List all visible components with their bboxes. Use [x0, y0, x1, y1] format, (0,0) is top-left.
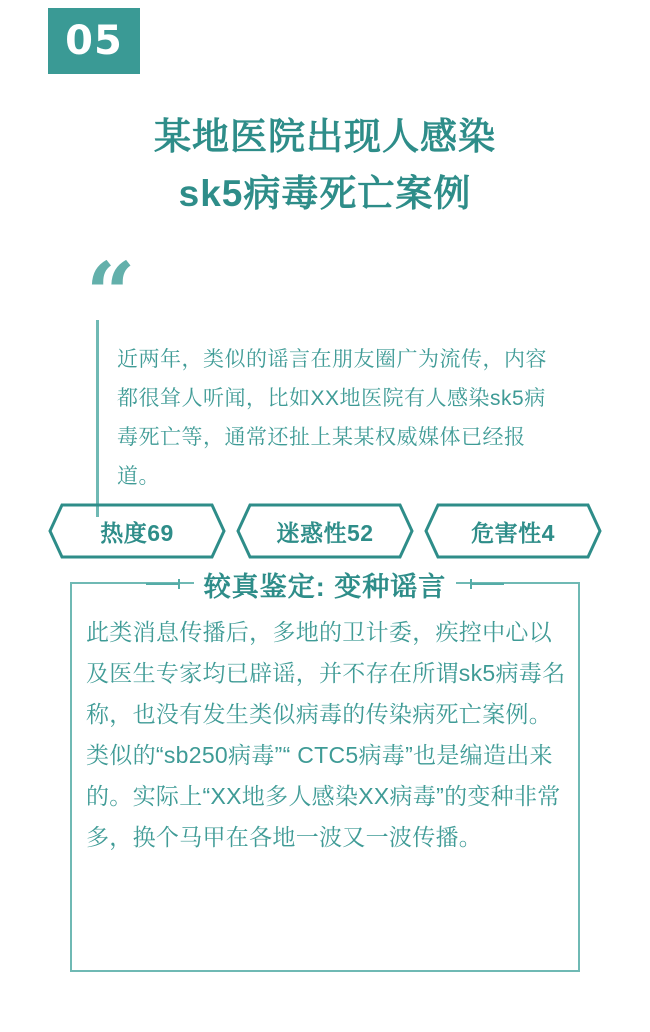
section-number-text: 05 — [65, 18, 123, 64]
rating-label-heat: 热度69 — [100, 519, 174, 546]
quote-text: 近两年，类似的谣言在朋友圈广为流传，内容都很耸人听闻，比如XX地医院有人感染sk5病毒死亡等，通常还扯上某某权威媒体已经报道。 — [117, 348, 547, 488]
rating-label-harm: 危害性4 — [471, 519, 555, 546]
verdict-paragraph-1: 此类消息传播后，多地的卫计委，疾控中心以及医生专家均已辟谣，并不存在所谓sk5病毒名称，也没有发生类似病毒的传染病死亡案例。 — [86, 619, 566, 727]
rating-item-heat — [48, 503, 226, 559]
verdict-paragraph-2: 类似的“sb250病毒”“ CTC5病毒”也是编造出来的。实际上“XX地多人感染XX病毒”的变种非常多，换个马甲在各地一波又一波传播。 — [86, 741, 561, 850]
rating-item-confusion — [236, 503, 414, 559]
verdict-body — [86, 612, 568, 858]
page-title-line-2: sk5病毒死亡案例 — [178, 173, 472, 215]
page-title-line-1: 某地医院出现人感染 — [154, 116, 496, 157]
rating-label-confusion: 迷惑性52 — [276, 519, 374, 546]
heading-rule-right — [470, 583, 504, 585]
verdict-heading-text: 较真鉴定: 变种谣言 — [194, 565, 457, 604]
section-number-badge — [48, 8, 140, 74]
rating-item-harm — [424, 503, 602, 559]
page-title — [0, 108, 650, 223]
heading-rule-left — [146, 583, 180, 585]
quote-mark-icon: “ — [86, 244, 136, 345]
verdict-heading — [70, 563, 580, 605]
rating-list — [48, 500, 602, 562]
quote-block — [96, 320, 566, 517]
